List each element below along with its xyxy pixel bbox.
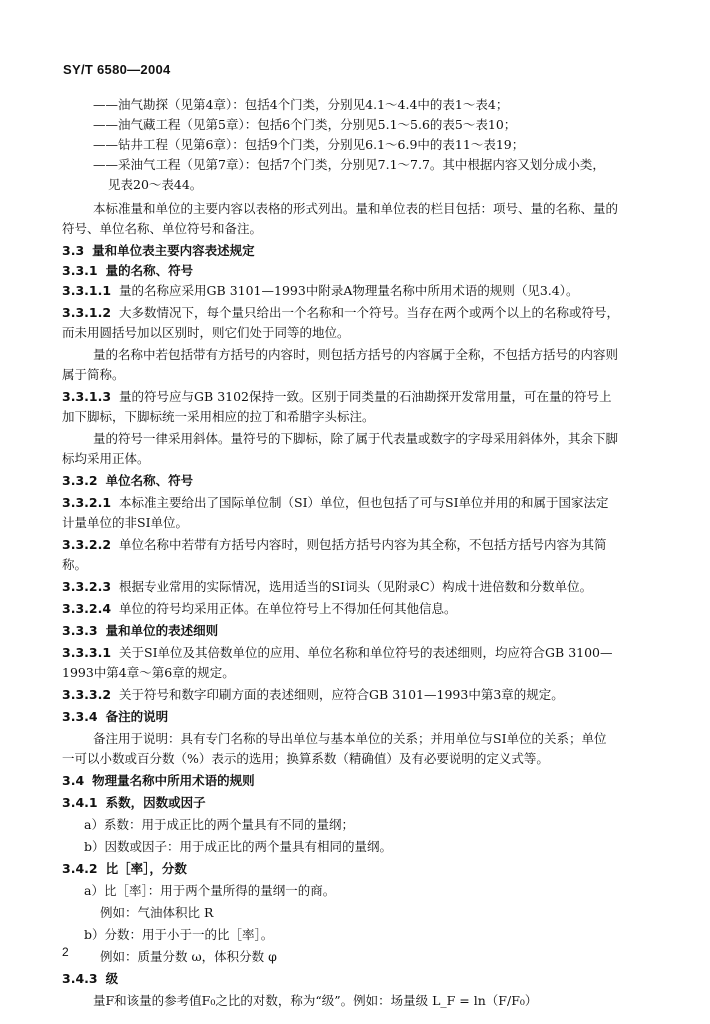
clause-number: 3.4.3	[62, 971, 98, 986]
text-line	[62, 304, 619, 322]
text-line	[62, 536, 607, 554]
text-line	[84, 838, 392, 856]
text-line	[84, 816, 354, 834]
text-line	[62, 282, 578, 300]
clause-number: 3.3	[62, 243, 85, 258]
section-heading	[62, 794, 206, 812]
line-text: a）比［率］：用于两个量所得的量纲一的商。	[84, 883, 336, 898]
text-line	[62, 494, 609, 512]
line-text: 级	[105, 971, 119, 986]
line-text: 量的名称中若包括带有方括号的内容时，则包括方括号的内容属于全称，不包括方括号的内容则	[93, 347, 619, 362]
line-text: 量F和该量的参考值F₀之比的对数，称为“级”。例如：场量级 L_F = ln（F/F₀）	[93, 993, 538, 1008]
line-text: 单位的符号均采用正体。在单位符号上不得加任何其他信息。	[119, 601, 457, 616]
clause-number: 3.3.3	[62, 623, 98, 638]
text-line	[62, 220, 262, 238]
text-line	[62, 408, 375, 426]
clause-number: 3.3.2.4	[62, 601, 112, 616]
section-heading	[62, 708, 168, 726]
text-line	[84, 882, 335, 900]
line-text: 关于符号和数字印刷方面的表述细则，应符合GB 3101—1993中第3章的规定。	[119, 687, 564, 702]
line-text: 一可以小数或百分数（%）表示的选用；换算系数（精确值）及有必要说明的定义式等。	[62, 751, 549, 766]
line-text: 例如：质量分数 ω，体积分数 φ	[100, 949, 277, 964]
line-text: 计量单位的非SI单位。	[62, 515, 189, 530]
line-text: ——钻井工程（见第6章）：包括9个门类，分别见6.1～6.9中的表11～表19；	[93, 137, 525, 152]
page-number: 2	[62, 945, 69, 959]
line-text: 量和单位的表述细则	[105, 623, 219, 638]
clause-number: 3.3.2	[62, 473, 98, 488]
line-text: a）系数：用于成正比的两个量具有不同的量纲；	[84, 817, 354, 832]
line-text: ——油气勘探（见第4章）：包括4个门类，分别见4.1～4.4中的表1～表4；	[93, 97, 509, 112]
clause-number: 3.4.2	[62, 861, 98, 876]
line-text: 量的名称、符号	[105, 263, 194, 278]
line-text: 系数，因数或因子	[105, 795, 206, 810]
line-text: 见表20～表44。	[108, 177, 203, 192]
text-line	[62, 664, 235, 682]
clause-number: 3.4.1	[62, 795, 98, 810]
text-line	[84, 926, 273, 944]
text-line	[93, 430, 618, 448]
text-line	[93, 200, 618, 218]
text-line	[93, 346, 618, 364]
line-text: 备注的说明	[105, 709, 169, 724]
text-line	[62, 600, 457, 618]
clause-number: 3.3.1.1	[62, 283, 112, 298]
line-text: 单位名称中若带有方括号内容时，则包括方括号内容为其全称，不包括方括号内容为其简	[119, 537, 607, 552]
clause-number: 3.3.3.1	[62, 645, 112, 660]
text-line	[62, 750, 549, 768]
clause-number: 3.3.1.3	[62, 389, 112, 404]
text-line	[62, 578, 592, 596]
line-text: 称。	[62, 557, 88, 572]
section-heading	[62, 262, 193, 280]
clause-number: 3.3.2.2	[62, 537, 112, 552]
text-line	[93, 96, 508, 114]
line-text: 量的名称应采用GB 3101—1993中附录A物理量名称中所用术语的规则（见3.4）。	[119, 283, 579, 298]
clause-number: 3.3.2.1	[62, 495, 112, 510]
line-text: 根据专业常用的实际情况，选用适当的SI词头（见附录C）构成十进倍数和分数单位。	[119, 579, 593, 594]
standard-code-header: SY/T 6580—2004	[63, 62, 171, 77]
line-text: 关于SI单位及其倍数单位的应用、单位名称和单位符号的表述细则，均应符合GB 3100—	[119, 645, 613, 660]
text-line	[62, 514, 188, 532]
section-heading	[62, 970, 118, 988]
section-heading	[62, 622, 218, 640]
line-text: 而未用圆括号加以区别时，则它们处于同等的地位。	[62, 325, 350, 340]
clause-number: 3.3.2.3	[62, 579, 112, 594]
clause-number: 3.3.1	[62, 263, 98, 278]
line-text: ——油气藏工程（见第5章）：包括6个门类，分别见5.1～5.6的表5～表10；	[93, 117, 517, 132]
text-line	[93, 116, 516, 134]
text-line	[62, 686, 564, 704]
line-text: 标均采用正体。	[62, 451, 150, 466]
line-text: 比［率］，分数	[105, 861, 187, 876]
clause-number: 3.3.3.2	[62, 687, 112, 702]
text-line	[100, 904, 213, 922]
line-text: 本标准主要给出了国际单位制（SI）单位，但也包括了可与SI单位并用的和属于国家法定	[119, 495, 609, 510]
text-line	[62, 324, 350, 342]
text-line	[93, 156, 605, 174]
line-text: 属于简称。	[62, 367, 125, 382]
line-text: 备注用于说明：具有专门名称的导出单位与基本单位的关系；并用单位与SI单位的关系；单位	[93, 731, 607, 746]
text-line	[108, 176, 202, 194]
line-text: 符号、单位名称、单位符号和备注。	[62, 221, 263, 236]
line-text: ——采油气工程（见第7章）：包括7个门类，分别见7.1～7.7。其中根据内容又划分成小类，	[93, 157, 605, 172]
clause-number: 3.4	[62, 773, 85, 788]
section-heading	[62, 860, 187, 878]
line-text: 量和单位表主要内容表述规定	[92, 243, 255, 258]
text-line	[100, 948, 277, 966]
line-text: 大多数情况下，每个量只给出一个名称和一个符号。当存在两个或两个以上的名称或符号，	[119, 305, 620, 320]
text-line	[62, 366, 125, 384]
clause-number: 3.3.1.2	[62, 305, 112, 320]
text-line	[62, 450, 150, 468]
line-text: 单位名称、符号	[105, 473, 194, 488]
clause-number: 3.3.4	[62, 709, 98, 724]
section-heading	[62, 772, 255, 790]
line-text: 本标准量和单位的主要内容以表格的形式列出。量和单位表的栏目包括：项号、量的名称、量的	[93, 201, 619, 216]
text-line	[62, 644, 613, 662]
line-text: 例如：气油体积比 R	[100, 905, 214, 920]
text-line	[62, 556, 87, 574]
line-text: 1993中第4章～第6章的规定。	[62, 665, 235, 680]
line-text: 量的符号一律采用斜体。量符号的下脚标，除了属于代表量或数字的字母采用斜体外，其余下脚	[93, 431, 619, 446]
text-line	[93, 136, 524, 154]
text-line	[93, 992, 537, 1010]
text-line	[62, 388, 612, 406]
line-text: b）分数：用于小于一的比［率］。	[84, 927, 274, 942]
line-text: b）因数或因子：用于成正比的两个量具有相同的量纲。	[84, 839, 393, 854]
line-text: 量的符号应与GB 3102保持一致。区别于同类量的石油勘探开发常用量，可在量的符号上	[119, 389, 612, 404]
line-text: 加下脚标，下脚标统一采用相应的拉丁和希腊字头标注。	[62, 409, 375, 424]
text-line	[93, 730, 607, 748]
line-text: 物理量名称中所用术语的规则	[92, 773, 255, 788]
section-heading	[62, 472, 193, 490]
section-heading	[62, 242, 255, 260]
